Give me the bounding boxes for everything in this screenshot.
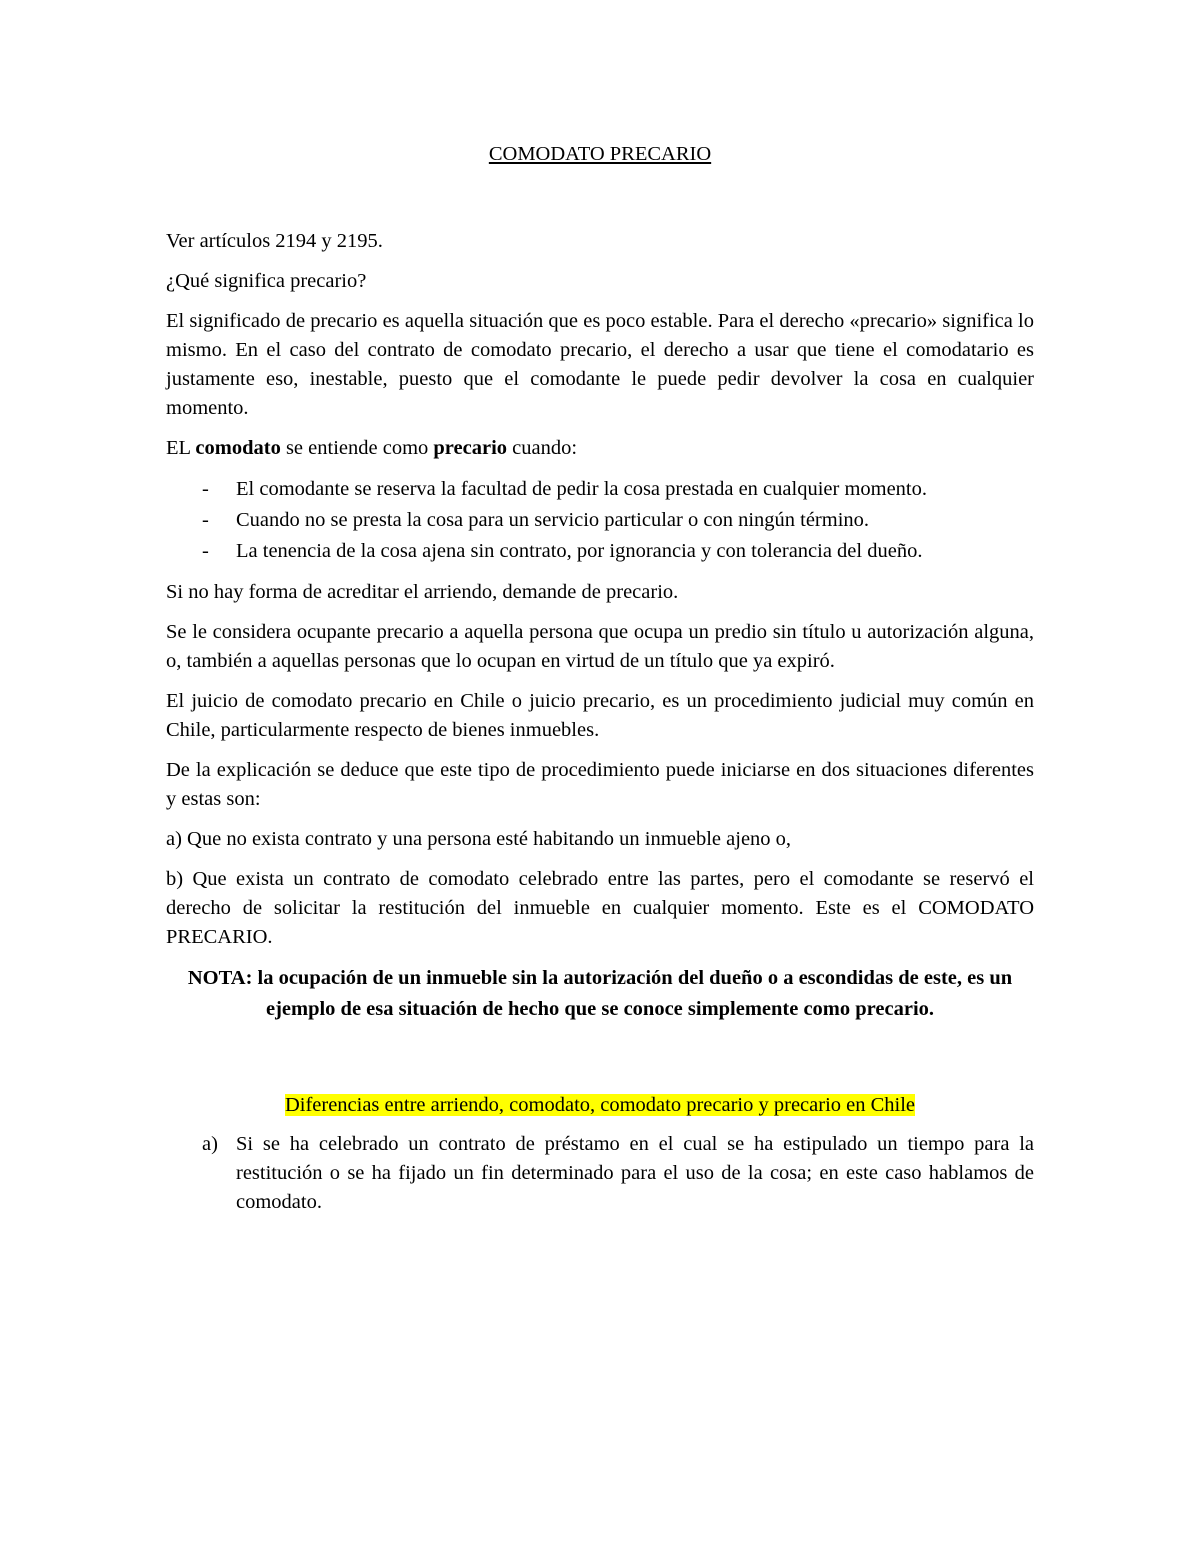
dash-bullet: - (202, 509, 209, 531)
highlighted-heading-text: Diferencias entre arriendo, comodato, comodato precario y precario en Chile (284, 1094, 916, 1116)
list-item-text: La tenencia de la cosa ajena sin contrato, por ignorancia y con tolerancia del dueño. (236, 540, 923, 562)
list-item (166, 505, 1034, 536)
intro-paragraph (166, 434, 1034, 463)
dash-bullet: - (202, 540, 209, 562)
document-body (166, 140, 1034, 1217)
no-lease-paragraph: Si no hay forma de acreditar el arriendo, demande de precario. (166, 581, 679, 603)
deduce-paragraph: De la explicación se deduce que este tipo de procedimiento puede iniciarse en dos situaciones diferentes y estas son: (166, 759, 1034, 810)
alpha-item-text: Si se ha celebrado un contrato de préstamo en el cual se ha estipulado un tiempo para la restitución o se ha fijado un fin determinado para el uso de la cosa; en este caso hablamos de comodato. (236, 1133, 1034, 1213)
intro-bold-precario: precario (433, 437, 508, 459)
document-title: COMODATO PRECARIO (488, 143, 712, 165)
dash-bullet: - (202, 478, 209, 500)
intro-text-e: cuando: (507, 437, 578, 459)
note-paragraph: NOTA: la ocupación de un inmueble sin la autorización del dueño o a escondidas de este, es un ejemplo de esa situación de hecho que se conoce simplemente como precario. (187, 967, 1013, 1020)
intro-text-a: EL (166, 437, 196, 459)
occupant-paragraph: Se le considera ocupante precario a aquella persona que ocupa un predio sin título u autorización alguna, o, también a aquellas personas que lo ocupan en virtud de un título que ya expiró. (166, 621, 1034, 672)
list-item-text: Cuando no se presta la cosa para un servicio particular o con ningún término. (236, 509, 870, 531)
differences-heading (166, 1091, 1034, 1120)
question-paragraph: ¿Qué significa precario? (166, 270, 367, 292)
intro-text-c: se entiende como (280, 437, 434, 459)
conditions-list (166, 474, 1034, 567)
case-b-paragraph: b) Que exista un contrato de comodato celebrado entre las partes, pero el comodante se reservó el derecho de solicitar la restitución del inmueble en cualquier momento. Este es el COMODATO PRECARIO. (166, 868, 1034, 948)
list-item (166, 536, 1034, 567)
meaning-paragraph: El significado de precario es aquella situación que es poco estable. Para el derecho «precario» significa lo mismo. En el caso del contrato de comodato precario, el derecho a usar que tiene el comodatario es justamente eso, inestable, puesto que el comodante le puede pedir devolver la cosa en cualquier momento. (166, 310, 1034, 419)
articles-reference: Ver artículos 2194 y 2195. (166, 230, 383, 252)
list-item-text: El comodante se reserva la facultad de pedir la cosa prestada en cualquier momento. (236, 478, 928, 500)
case-a-paragraph: a) Que no exista contrato y una persona esté habitando un inmueble ajeno o, (166, 828, 792, 850)
list-item (166, 474, 1034, 505)
alpha-list-item (166, 1130, 1034, 1217)
intro-bold-comodato: comodato (195, 437, 281, 459)
alpha-marker: a) (202, 1133, 218, 1155)
trial-paragraph: El juicio de comodato precario en Chile o juicio precario, es un procedimiento judicial muy común en Chile, particularmente respecto de bienes inmuebles. (166, 690, 1034, 741)
